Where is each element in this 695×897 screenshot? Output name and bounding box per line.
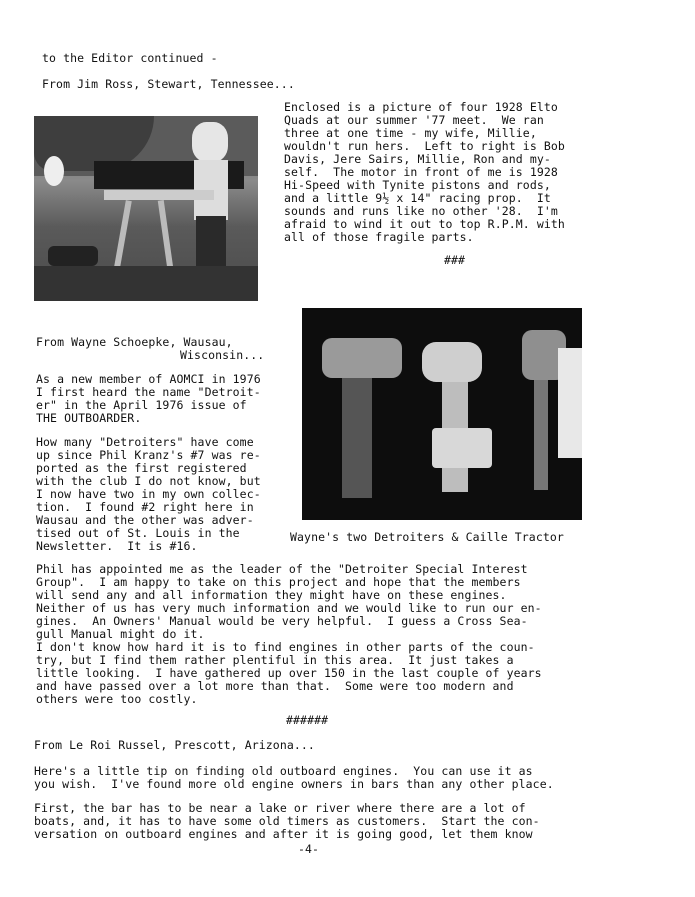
text-line: Hi-Speed with Tynite pistons and rods, <box>284 178 551 192</box>
schoepke-from-line: From Wayne Schoepke, Wausau, <box>36 335 233 349</box>
schoepke-from-line-2: Wisconsin... <box>180 348 265 362</box>
text-line: afraid to wind it out to top R.P.M. with <box>284 217 565 231</box>
page-number: -4- <box>298 842 320 856</box>
text-line: As a new member of AOMCI in 1976 <box>36 372 261 386</box>
text-line: with the club I do not know, but <box>36 474 261 488</box>
text-line: and a little 9½ x 14" racing prop. It <box>284 191 551 205</box>
photo-caption: Wayne's two Detroiters & Caille Tractor <box>290 530 564 544</box>
text-line: Neither of us has very much information and we would like to run our en- <box>36 601 542 615</box>
text-line: will send any and all information they might have on these engines. <box>36 588 507 602</box>
text-line: er" in the April 1976 issue of <box>36 398 247 412</box>
text-line: How many "Detroiters" have come <box>36 435 254 449</box>
elto-quads-photo <box>34 116 258 301</box>
text-line: First, the bar has to be near a lake or river where there are a lot of <box>34 801 526 815</box>
continued-heading: to the Editor continued - <box>42 51 218 65</box>
text-line: all of those fragile parts. <box>284 230 474 244</box>
text-line: I first heard the name "Detroit- <box>36 385 261 399</box>
text-line: I now have two in my own collec- <box>36 487 261 501</box>
section-separator: ### <box>444 253 466 267</box>
text-line: tion. I found #2 right here in <box>36 500 254 514</box>
ross-from-line: From Jim Ross, Stewart, Tennessee... <box>42 77 295 91</box>
text-line: wouldn't run hers. Left to right is Bob <box>284 139 565 153</box>
text-line: Davis, Jere Sairs, Millie, Ron and my- <box>284 152 551 166</box>
section-separator: ###### <box>286 713 329 727</box>
text-line: up since Phil Kranz's #7 was re- <box>36 448 261 462</box>
text-line: self. The motor in front of me is 1928 <box>284 165 558 179</box>
detroiters-photo <box>302 308 582 520</box>
text-line: try, but I find them rather plentiful in this area. It just takes a <box>36 653 514 667</box>
text-line: Wausau and the other was adver- <box>36 513 254 527</box>
text-line: I don't know how hard it is to find engines in other parts of the coun- <box>36 640 535 654</box>
text-line: boats, and, it has to have some old timers as customers. Start the con- <box>34 814 540 828</box>
text-line: Newsletter. It is #16. <box>36 539 198 553</box>
text-line: gines. An Owners' Manual would be very helpful. I guess a Cross Sea- <box>36 614 528 628</box>
text-line: and have passed over a lot more than that. Some were too modern and <box>36 679 514 693</box>
text-line: gull Manual might do it. <box>36 627 205 641</box>
text-line: Enclosed is a picture of four 1928 Elto <box>284 100 558 114</box>
text-line: versation on outboard engines and after it is going good, let them know <box>34 827 533 841</box>
text-line: little looking. I have gathered up over 150 in the last couple of years <box>36 666 542 680</box>
text-line: three at one time - my wife, Millie, <box>284 126 537 140</box>
text-line: sounds and runs like no other '28. I'm <box>284 204 558 218</box>
text-line: you wish. I've found more old engine owners in bars than any other place. <box>34 777 554 791</box>
text-line: others were too costly. <box>36 692 198 706</box>
text-line: tised out of St. Louis in the <box>36 526 240 540</box>
text-line: Group". I am happy to take on this project and hope that the members <box>36 575 521 589</box>
text-line: ported as the first registered <box>36 461 247 475</box>
text-line: THE OUTBOARDER. <box>36 411 142 425</box>
text-line: Quads at our summer '77 meet. We ran <box>284 113 544 127</box>
russel-from-line: From Le Roi Russel, Prescott, Arizona... <box>34 738 315 752</box>
text-line: Here's a little tip on finding old outboard engines. You can use it as <box>34 764 533 778</box>
text-line: Phil has appointed me as the leader of the "Detroiter Special Interest <box>36 562 528 576</box>
